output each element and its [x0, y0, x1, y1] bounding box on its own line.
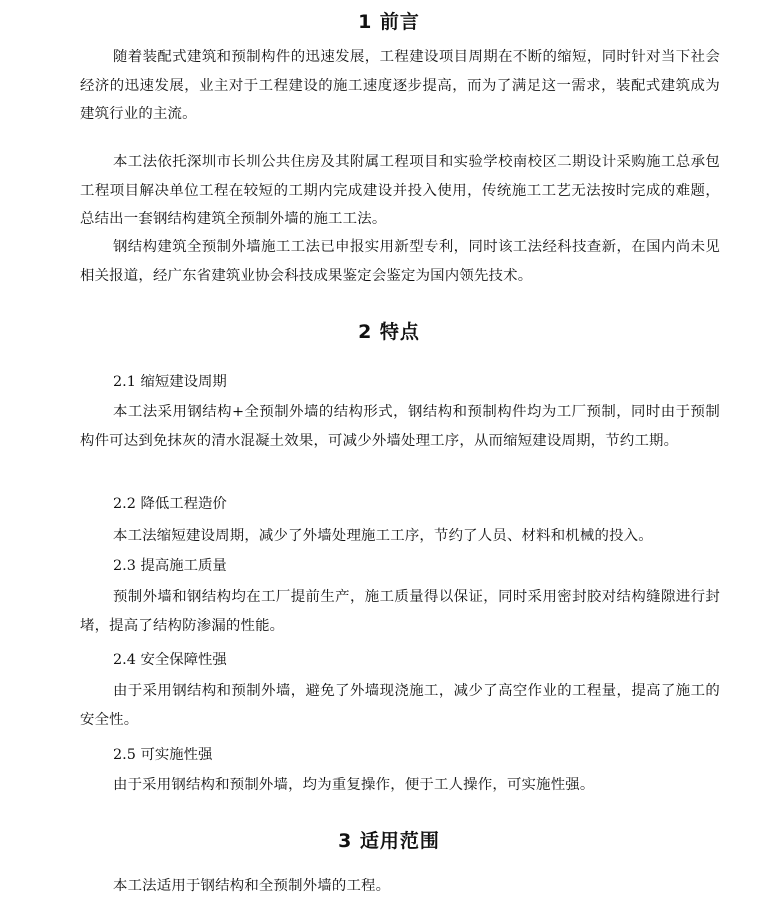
- section-3-paragraph-1: 本工法适用于钢结构和全预制外墙的工程。: [113, 878, 391, 894]
- section-1-paragraph-3: 钢结构建筑全预制外墙施工工法已申报实用新型专利，同时该工法经科技查新，在国内尚未见相关报道，经广东省建筑业协会科技成果鉴定会鉴定为国内领先技术。: [80, 239, 720, 284]
- subsection-2-1-title: 2.1 缩短建设周期: [113, 374, 227, 390]
- section-1-paragraph-2: 本工法依托深圳市长圳公共住房及其附属工程项目和实验学校南校区二期设计采购施工总承包工程项目解决单位工程在较短的工期内完成建设并投入使用，传统施工工艺无法按时完成的难题，总结出一套钢结构建筑全预制外墙的施工工法。: [80, 154, 720, 227]
- subsection-2-3-text: 预制外墙和钢结构均在工厂提前生产，施工质量得以保证，同时采用密封胶对结构缝隙进行封堵，提高了结构防渗漏的性能。: [80, 589, 720, 634]
- subsection-2-5-title: 2.5 可实施性强: [113, 747, 213, 763]
- subsection-2-2-text: 本工法缩短建设周期，减少了外墙处理施工工序，节约了人员、材料和机械的投入。: [113, 528, 653, 544]
- subsection-2-2-title: 2.2 降低工程造价: [113, 496, 227, 512]
- section-1-paragraph-1: 随着装配式建筑和预制构件的迅速发展，工程建设项目周期在不断的缩短，同时针对当下社会经济的迅速发展，业主对于工程建设的施工速度逐步提高，而为了满足这一需求，装配式建筑成为建筑行业的主流。: [80, 49, 720, 122]
- subsection-2-1-text: 本工法采用钢结构+全预制外墙的结构形式，钢结构和预制构件均为工厂预制，同时由于预制构件可达到免抹灰的清水混凝土效果，可减少外墙处理工序，从而缩短建设周期，节约工期。: [80, 404, 720, 449]
- section-3-heading: 3 适用范围: [338, 830, 440, 852]
- subsection-2-5-text: 由于采用钢结构和预制外墙，均为重复操作，便于工人操作，可实施性强。: [113, 777, 595, 793]
- subsection-2-4-text: 由于采用钢结构和预制外墙，避免了外墙现浇施工，减少了高空作业的工程量，提高了施工的安全性。: [80, 683, 720, 728]
- subsection-2-4-title: 2.4 安全保障性强: [113, 652, 227, 668]
- section-1-heading: 1 前言: [358, 11, 420, 33]
- section-2-heading: 2 特点: [358, 321, 420, 343]
- subsection-2-3-title: 2.3 提高施工质量: [113, 558, 227, 574]
